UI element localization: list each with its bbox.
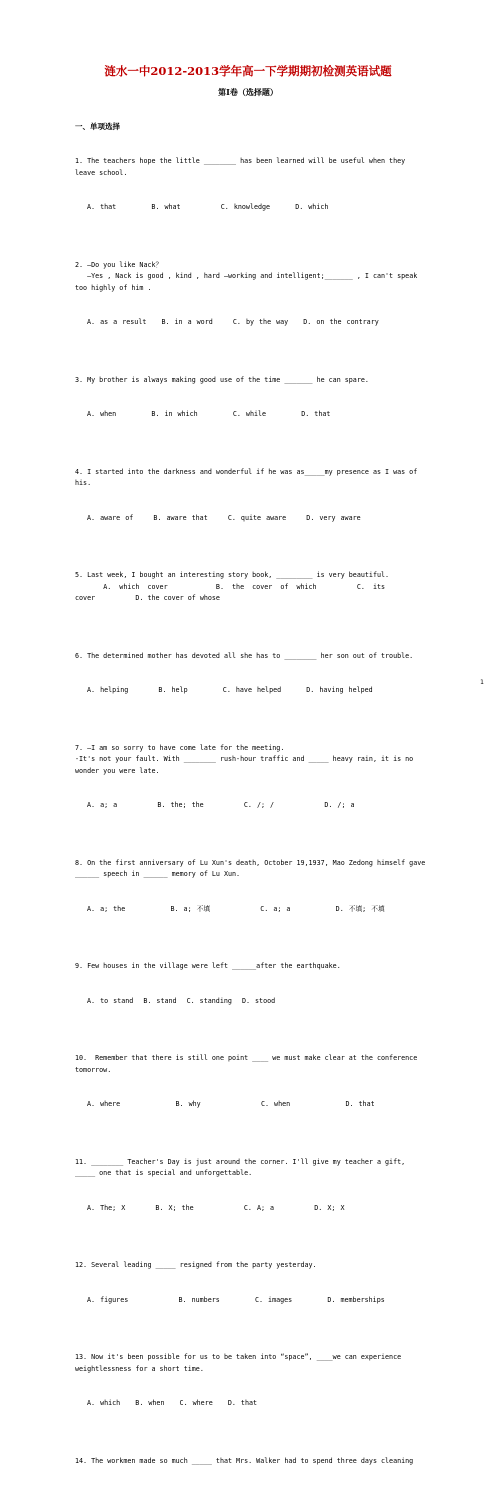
- question-7: [75, 720, 427, 835]
- question-4: [75, 444, 427, 548]
- question-10: [75, 1030, 427, 1134]
- question-text: 10. Remember that there is still one point ____ we must make clear at the conference tomorrow.: [75, 1053, 427, 1076]
- document-title: 涟水一中2012-2013学年高一下学期期初检测英语试题: [0, 63, 496, 79]
- question-text: 14. The workmen made so much _____ that Mrs. Walker had to spend three days cleaning: [75, 1456, 427, 1468]
- question-1: [75, 133, 427, 237]
- question-options: A. helping B. help C. have helped D. having helped: [75, 685, 427, 697]
- question-11: [75, 1134, 427, 1238]
- question-text: 4. I started into the darkness and wonderful if he was as_____my presence as I was of his.: [75, 467, 427, 490]
- question-options: A. as a result B. in a word C. by the way D. on the contrary: [75, 317, 427, 329]
- question-options: A. that B. what C. knowledge D. which: [75, 202, 427, 214]
- question-2: [75, 237, 427, 352]
- question-options: A. where B. why C. when D. that: [75, 1099, 427, 1111]
- section-heading: 一、单项选择: [75, 122, 427, 132]
- question-6: [75, 628, 427, 720]
- question-text: 3. My brother is always making good use of the time _______ he can spare.: [75, 375, 427, 387]
- question-text: 8. On the first anniversary of Lu Xun's death, October 19,1937, Mao Zedong himself gave ______ speech in ______ memory of Lu Xun.: [75, 858, 427, 881]
- question-9: [75, 938, 427, 1030]
- question-text: 9. Few houses in the village were left ______after the earthquake.: [75, 961, 427, 973]
- question-text: 13. Now it's been possible for us to be taken into “space”, ____we can experience weightlessness for a short time.: [75, 1352, 427, 1375]
- question-text: 2. —Do you like Nack？ —Yes , Nack is good , kind , hard –working and intelligent;_______ , I can't speak too highly of him .: [75, 260, 427, 295]
- question-text: 6. The determined mother has devoted all she has to ________ her son out of trouble.: [75, 651, 427, 663]
- question-text: 11. ________ Teacher's Day is just around the corner. I'll give my teacher a gift, _____ one that is special and unforgettable.: [75, 1157, 427, 1180]
- question-13: [75, 1329, 427, 1433]
- question-options: A. to stand B. stand C. standing D. stood: [75, 996, 427, 1008]
- question-options: A. which B. when C. where D. that: [75, 1398, 427, 1410]
- question-options: A. a; a B. the; the C. /; / D. /; a: [75, 800, 427, 812]
- page-number: 1: [0, 679, 484, 686]
- question-options: A. aware of B. aware that C. quite aware D. very aware: [75, 513, 427, 525]
- question-options: A. when B. in which C. while D. that: [75, 409, 427, 421]
- question-5: [75, 547, 427, 628]
- question-8: [75, 835, 427, 939]
- question-12: [75, 1237, 427, 1329]
- question-options: A. figures B. numbers C. images D. memberships: [75, 1295, 427, 1307]
- question-options: A. The; X B. X; the C. A; a D. X; X: [75, 1203, 427, 1215]
- question-14: [75, 1433, 427, 1490]
- question-3: [75, 352, 427, 444]
- document-page: [0, 0, 496, 702]
- question-text: 5. Last week, I bought an interesting story book, _________ is very beautiful. A. which cover B. the cover of which C. its cover D. the cover of whose: [75, 570, 427, 605]
- document-subtitle: 第Ⅰ卷（选择题）: [0, 87, 496, 98]
- question-text: 7. –I am so sorry to have come late for the meeting. -It's not your fault. With ________ rush-hour traffic and _____ heavy rain, it is no wonder you were late.: [75, 743, 427, 778]
- question-text: 12. Several leading _____ resigned from the party yesterday.: [75, 1260, 427, 1272]
- question-options: A. a; the B. a; 不填 C. a; a D. 不填; 不填: [75, 904, 427, 916]
- questions-content: [75, 122, 427, 1490]
- question-text: 1. The teachers hope the little ________ has been learned will be useful when they leave school.: [75, 156, 427, 179]
